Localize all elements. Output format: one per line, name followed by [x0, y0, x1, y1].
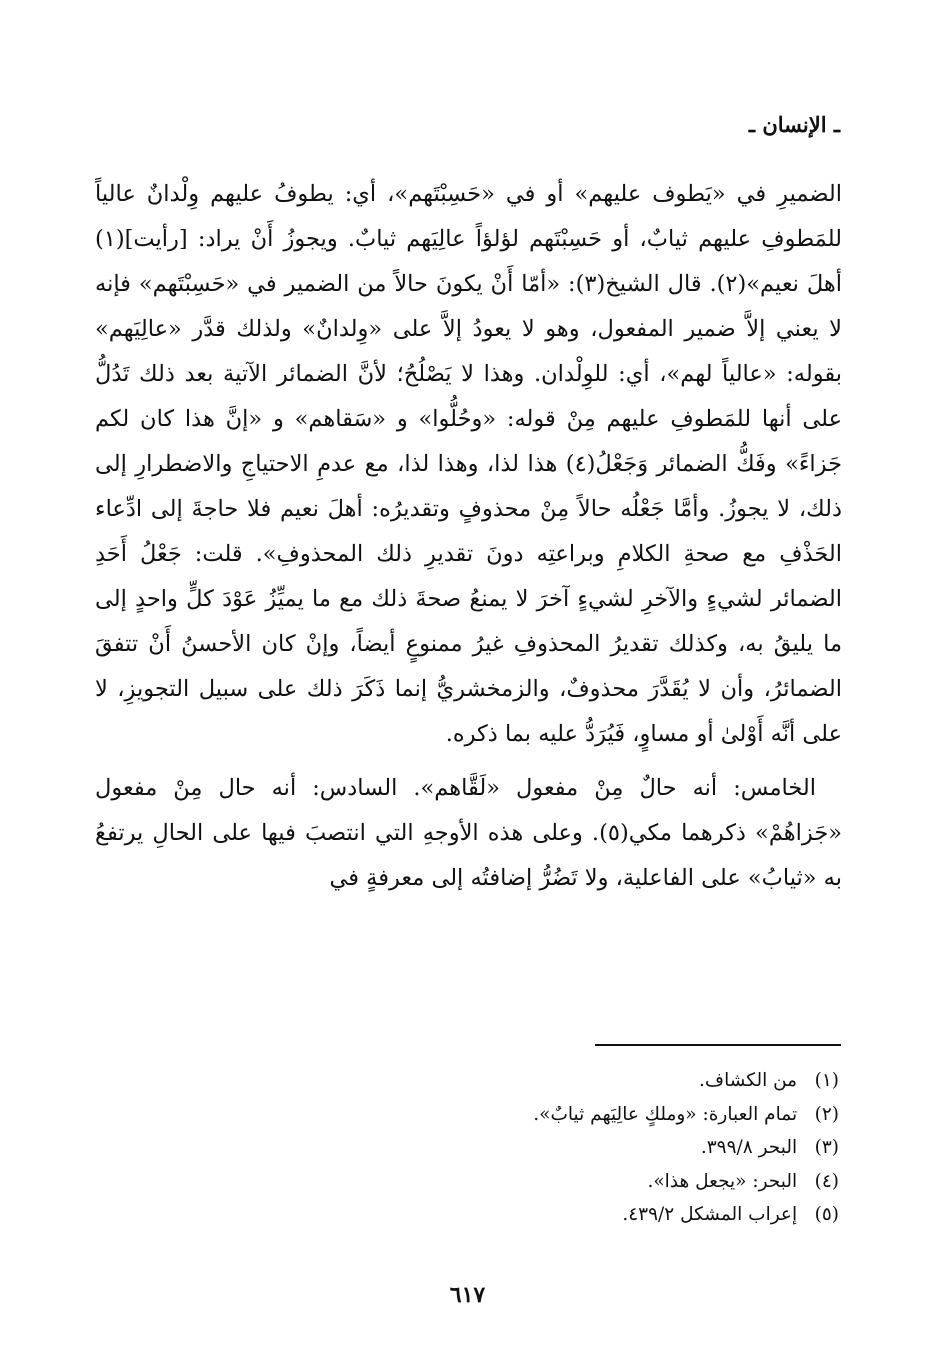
footnote-number: (٢): [814, 1103, 839, 1125]
footnote-text: البحر: «يجعل هذا».: [647, 1170, 798, 1192]
footnotes-list: [533, 1064, 839, 1232]
footnote: [533, 1198, 839, 1232]
paragraph: الضميرِ في «يَطوف عليهم» أو في «حَسِبْتَهم»، أي: يطوفُ عليهم وِلْدانٌ عالياً للمَطوفِ عليهم ثيابٌ، أو حَسِبْتَهم لؤلؤاً عالِيَهم ثيابٌ. ويجوزُ أَنْ يراد: [رأيت](١) أهلَ نعيم»(٢). قال الشيخ(٣): «أمّا أَنْ يكونَ حالاً من الضمير في «حَسِبْتَهم» فإنه لا يعني إلاَّ ضمير المفعول، وهو لا يعودُ إلاَّ على «وِلدانٌ» ولذلك قدَّر «عالِيَهم» بقوله: «عالياً لهم»، أي: للوِلْدان. وهذا لا يَصْلُحُ؛ لأنَّ الضمائر الآتية بعد ذلك تَدُلُّ على أنها للمَطوفِ عليهم مِنْ قوله: «وحُلُّوا» و «سَقاهم» و «إنَّ هذا كان لكم جَزاءً» وفَكُّ الضمائر وَجَعْلُ(٤) هذا لذا، وهذا لذا، مع عدمِ الاحتياجِ والاضطرارِ إلى ذلك، لا يجوزُ. وأمَّا جَعْلُه حالاً مِنْ محذوفٍ وتقديرُه: أهلَ نعيم فلا حاجةَ إلى ادِّعاء الحَذْفِ مع صحةِ الكلامِ وبراعتِه دونَ تقديرِ ذلك المحذوفِ». قلت: جَعْلُ أَحَدِ الضمائر لشيءٍ والآخرِ لشيءٍ آخرَ لا يمنعُ صحةَ ذلك مع ما يميِّزُ عَوْدَ كلٍّ واحدٍ إلى ما يليقُ به، وكذلك تقديرُ المحذوفِ غيرُ ممنوعٍ أيضاً، وإنْ كان الأحسنُ أَنْ تتفقَ الضمائرُ، وأن لا يُقَدَّرَ محذوفٌ، والزمخشريُّ إنما ذَكَرَ ذلك على سبيل التجويزِ، لا على أنَّه أَوْلىٰ أو مساوٍ، فَيُرَدُّ عليه بما ذكره.: [95, 181, 842, 747]
footnote-text: إعراب المشكل ٤٣٩/٢.: [622, 1204, 798, 1225]
running-header: ـ الإنسان ـ: [748, 112, 840, 137]
footnote: [533, 1064, 839, 1098]
footnote-number: (٤): [814, 1170, 839, 1192]
footnote: [533, 1165, 839, 1199]
footnote-number: (٥): [814, 1204, 839, 1225]
footnote: [533, 1098, 839, 1132]
footnote-separator: [595, 1044, 841, 1046]
page-number: ٦١٧: [449, 1282, 486, 1308]
footnote-number: (٣): [814, 1137, 839, 1158]
footnote: [533, 1131, 839, 1165]
footnote-number: (١): [814, 1070, 839, 1091]
paragraph: الخامس: أنه حالٌ مِنْ مفعول «لَقَّاهم». السادس: أنه حال مِنْ مفعول «جَزاهُمْ» ذكرهما مكي(٥). وعلى هذه الأوجهِ التي انتصبَ فيها على الحالِ يرتفعُ به «ثيابُ» على الفاعلية، ولا تَضُرُّ إضافتُه إلى معرفةٍ في: [95, 775, 842, 891]
footnote-text: من الكشاف.: [699, 1070, 798, 1091]
body-text: [95, 172, 842, 901]
footnote-text: تمام العبارة: «وملكٍ عالِيَهم ثيابٌ».: [533, 1103, 798, 1125]
footnote-text: البحر ٣٩٩/٨.: [700, 1137, 798, 1158]
